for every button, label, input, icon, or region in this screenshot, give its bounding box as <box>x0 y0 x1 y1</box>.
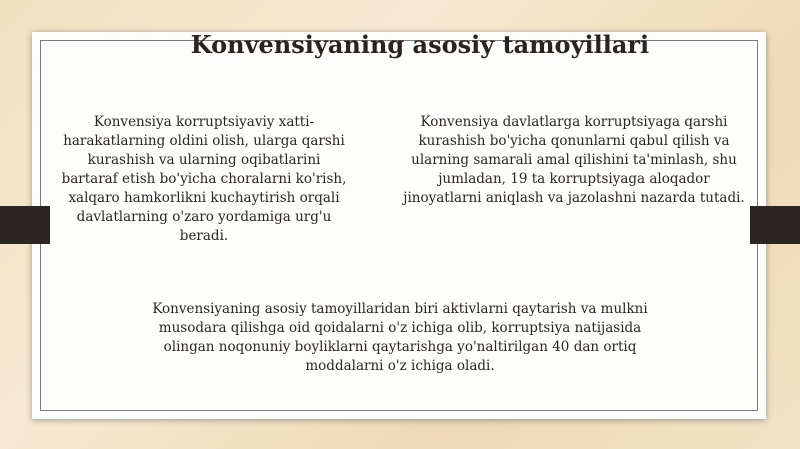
right-paragraph: Konvensiya davlatlarga korruptsiyaga qarshi kurashish bo'yicha qonunlarni qabul qilish va ularning samarali amal qilishini ta'minlash, shu jumladan, 19 ta korruptsiyaga aloqador jinoyatlarni aniqlash va jazolashni nazarda tutadi. <box>403 114 745 206</box>
right-accent-tab <box>750 206 800 244</box>
slide-title: Konvensiyaning asosiy tamoyillari <box>190 30 650 59</box>
left-paragraph: Konvensiya korruptsiyaviy xatti-harakatlarning oldini olish, ularga qarshi kurashish va ularning oqibatlarini bartaraf etish bo'yicha choralarni ko'rish, xalqaro hamkorlikni kuchaytirish orqali davlatlarning o'zaro yordamiga urg'u beradi. <box>61 114 347 244</box>
left-accent-tab <box>0 206 50 244</box>
bottom-paragraph: Konvensiyaning asosiy tamoyillaridan biri aktivlarni qaytarish va mulkni musodara qilishga oid qoidalarni o'z ichiga olib, korruptsiya natijasida olingan noqonuniy boyliklarni qaytarishga yo'naltirilgan 40 dan ortiq moddalarni o'z ichiga oladi. <box>152 301 648 374</box>
